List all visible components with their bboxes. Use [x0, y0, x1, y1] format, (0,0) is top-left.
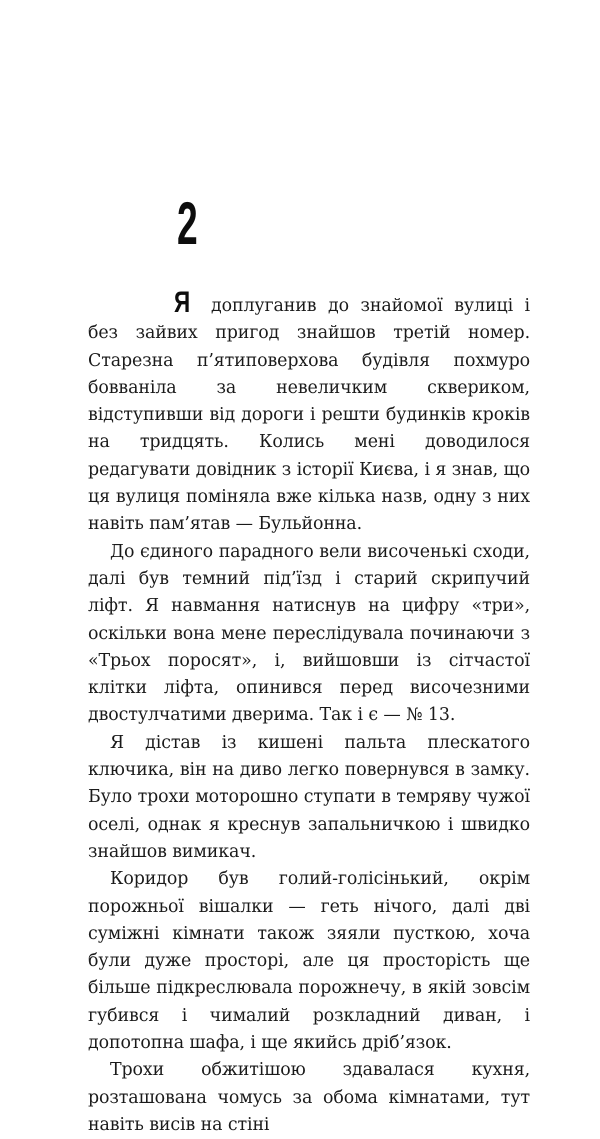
- paragraph-1-text: доплуганив до знайомої вулиці і без зайвих пригод знайшов третій номер. Старезна п’ятиповерхова будівля похмуро бовваніла за невеличким сквериком, відступивши від дороги і решти будинків кроків на тридцять. Колись мені доводилося редагувати довідник з історії Києва, і я знав, що ця вулиця поміняла вже кілька назв, одну з них навіть пам’ятав — Бульйонна.: [88, 296, 530, 535]
- text-column: [88, 286, 530, 1139]
- chapter-number: 2: [177, 190, 198, 257]
- paragraph-5: Трохи обжитішою здавалася кухня, розташована чомусь за обома кімнатами, тут навіть висів на стіні: [88, 1060, 530, 1135]
- paragraph-4: Коридор був голий-голісінький, окрім порожньої вішалки — геть нічого, далі дві суміжні кімнати також зяяли пусткою, хоча були дуже просторі, але ця просторість ще більше підкреслювала порожнечу, в якій зовсім губився і чималий розкладний диван, і допотопна шафа, і ще якийсь дріб’язок.: [88, 869, 530, 1054]
- paragraph-1: [88, 286, 530, 539]
- paragraph-2: До єдиного парадного вели височенькі сходи, далі був темний під’їзд і старий скрипучий ліфт. Я навмання натиснув на цифру «три», оскільки вона мене переслідувала починаючи з «Трьох поросят», і, вийшовши із сітчастої клітки ліфта, опинився перед височезними двостулчатими дверима. Так і є — № 13.: [88, 541, 530, 726]
- paragraph-3: Я дістав із кишені пальта плескатого ключика, він на диво легко повернувся в замку. Було трохи моторошно ступати в темряву чужої оселі, однак я креснув запальничкою і швидко знайшов вимикач.: [88, 732, 530, 862]
- drop-cap: Я: [174, 286, 191, 319]
